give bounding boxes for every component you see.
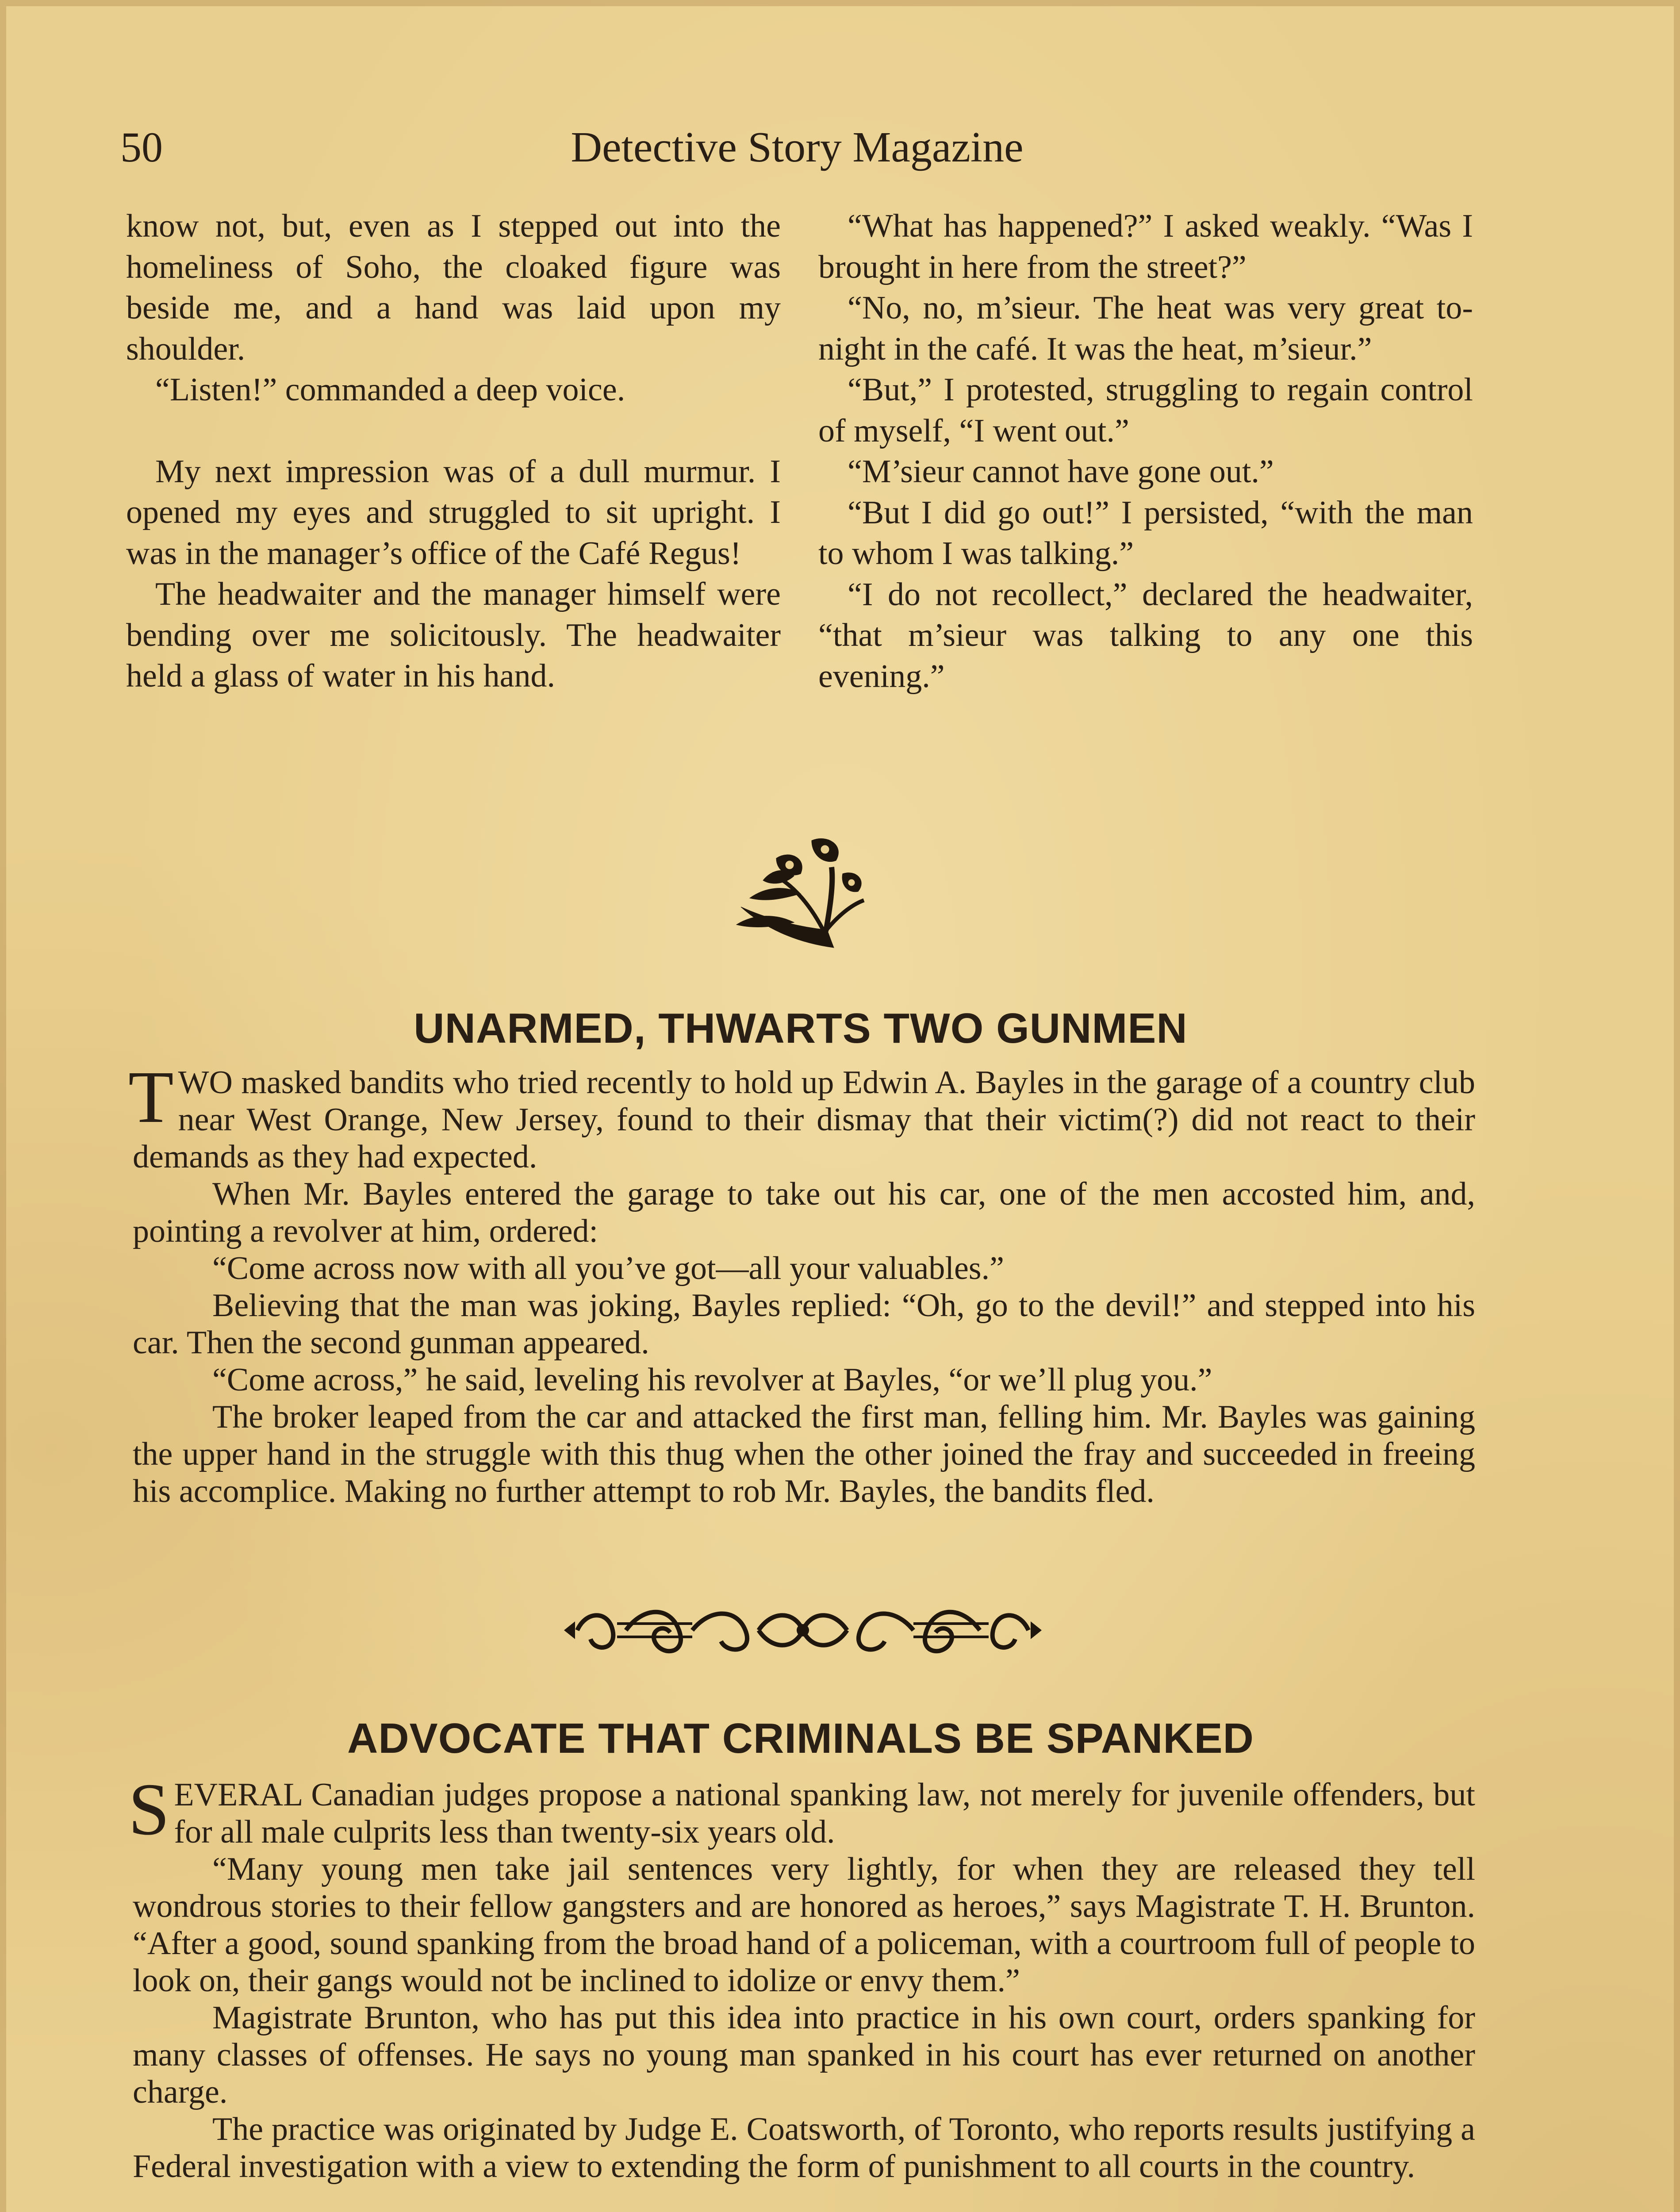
page-number: 50 bbox=[120, 123, 163, 171]
lead-text: WO masked bandits who tried recently to hold up Edwin A. Bayles in the garage of a country club near West Orange, New Jersey, found to their dismay that their victim(?) did not react to their demands as they had expected. bbox=[133, 1064, 1475, 1175]
story-left-column bbox=[126, 206, 781, 697]
article-paragraph: Believing that the man was joking, Bayles replied: “Oh, go to the devil!” and stepped into his car. Then the second gunman appeared. bbox=[133, 1287, 1475, 1361]
article-paragraph: The practice was originated by Judge E. Coatsworth, of Toronto, who reports results justifying a Federal investigation with a view to extending the form of punishment to all courts in the country. bbox=[133, 2111, 1475, 2185]
article-paragraph: When Mr. Bayles entered the garage to take out his car, one of the men accosted him, and, pointing a revolver at him, ordered: bbox=[133, 1176, 1475, 1249]
story-paragraph: “I do not recollect,” declared the headwaiter, “that m’sieur was talking to any one this evening.” bbox=[818, 576, 1473, 695]
magazine-title: Detective Story Magazine bbox=[571, 123, 1024, 171]
story-paragraph: “What has happened?” I asked weakly. “Was I brought in here from the street?” bbox=[818, 208, 1473, 285]
story-paragraph: “But I did go out!” I persisted, “with the man to whom I was talking.” bbox=[818, 494, 1473, 572]
article-paragraph: The broker leaped from the car and attacked the first man, felling him. Mr. Bayles was gaining the upper hand in the struggle with this thug when the other joined the fray and succeeded in freeing his accomplice. Making no further attempt to rob Mr. Bayles, the bandits fled. bbox=[133, 1399, 1475, 1509]
lead-text: EVERAL Canadian judges propose a national spanking law, not merely for juvenile offenders, but for all male culprits less than twenty-six years old. bbox=[174, 1777, 1475, 1850]
running-head bbox=[120, 123, 1474, 176]
article-spanking bbox=[128, 1768, 1475, 2185]
article-gunmen bbox=[128, 1056, 1475, 1510]
story-paragraph: know not, but, even as I stepped out into the homeliness of Soho, the cloaked figure was beside me, and a hand was laid upon my shoulder. bbox=[126, 208, 781, 367]
drop-cap: S bbox=[128, 1768, 170, 1851]
article-lead-paragraph bbox=[128, 1056, 1475, 1175]
article-paragraph: “Come across now with all you’ve got—all your valuables.” bbox=[212, 1250, 1004, 1286]
article-headline: ADVOCATE THAT CRIMINALS BE SPANKED bbox=[347, 1715, 1254, 1762]
drop-cap: T bbox=[128, 1056, 174, 1138]
article-lead-paragraph bbox=[128, 1768, 1475, 1851]
story-paragraph: “No, no, m’sieur. The heat was very great to-night in the café. It was the heat, m’sieur.” bbox=[818, 290, 1473, 367]
story-right-column bbox=[818, 206, 1473, 697]
scroll-ornament-icon bbox=[560, 1597, 1046, 1663]
story-paragraph: My next impression was of a dull murmur. I opened my eyes and struggled to sit upright. I was in the manager’s office of the Café Regus! bbox=[126, 453, 781, 572]
story-paragraph: “But,” I protested, struggling to regain control of myself, “I went out.” bbox=[818, 372, 1473, 449]
story-paragraph: “Listen!” commanded a deep voice. bbox=[155, 372, 625, 408]
story-paragraph: “M’sieur cannot have gone out.” bbox=[848, 453, 1274, 490]
story-paragraph: The headwaiter and the manager himself were bending over me solicitously. The headwaiter held a glass of water in his hand. bbox=[126, 576, 781, 694]
article-paragraph: “Many young men take jail sentences very lightly, for when they are released they tell wondrous stories to their fellow gangsters and are honored as heroes,” says Magistrate T. H. Brunton. “After a good, sound spanking from the broad hand of a policeman, with a courtroom full of people to look on, their gangs would not be inclined to idolize or envy them.” bbox=[133, 1851, 1475, 1999]
article-headline: UNARMED, THWARTS TWO GUNMEN bbox=[414, 1005, 1188, 1052]
article-paragraph: “Come across,” he said, leveling his revolver at Bayles, “or we’ll plug you.” bbox=[212, 1362, 1212, 1398]
flower-ornament-icon bbox=[723, 832, 869, 956]
article-paragraph: Magistrate Brunton, who has put this idea into practice in his own court, orders spanking for many classes of offenses. He says no young man spanked in his court has ever returned on another charge. bbox=[133, 2000, 1475, 2110]
